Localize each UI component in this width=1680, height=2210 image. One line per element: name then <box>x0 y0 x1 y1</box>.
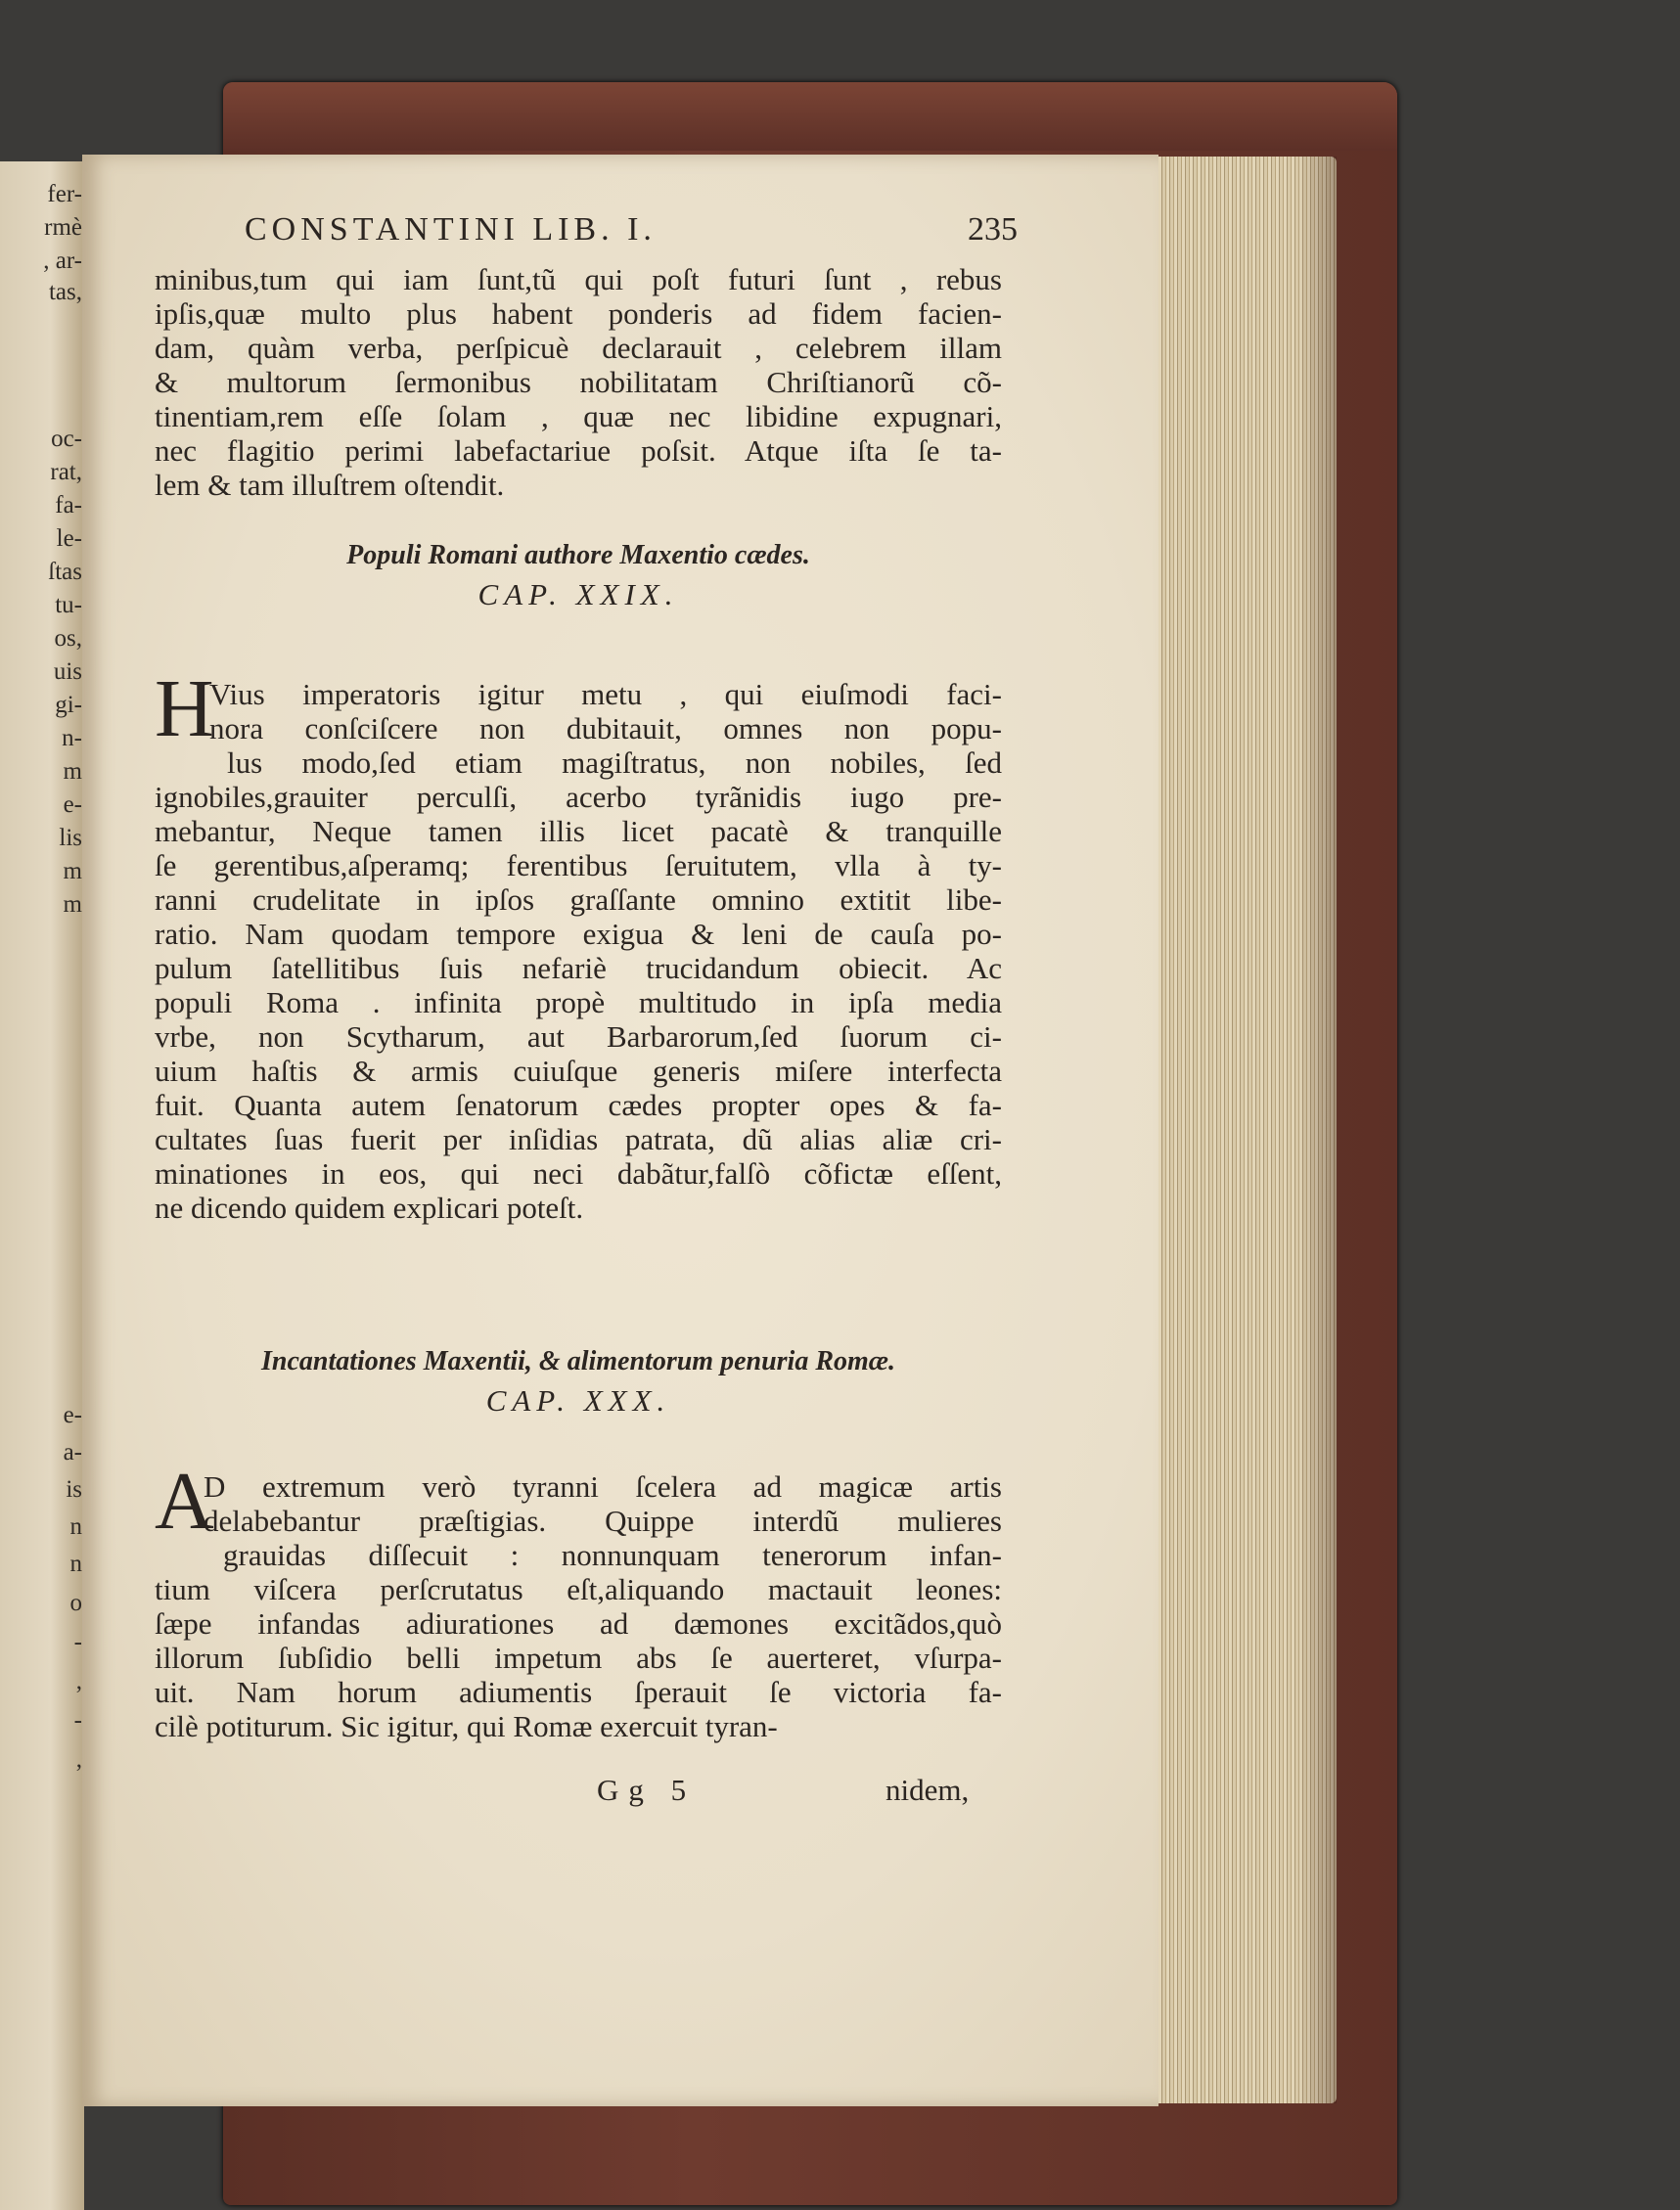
text-line: ſæpe infandas adiurationes ad dæmones excitãdos,quò <box>155 1606 1002 1641</box>
left-page-fragment: rat, <box>50 459 82 485</box>
text-line: minationes in eos, qui neci dabãtur,falſò cõfictæ eſſent, <box>155 1156 1002 1191</box>
text-line: cultates ſuas fuerit per inſidias patrata, dũ alias aliæ cri- <box>155 1122 1002 1156</box>
text-line: ratio. Nam quodam tempore exigua & leni de cauſa po- <box>155 917 1002 951</box>
chapter-30-number: CAP. XXX. <box>485 1383 671 1418</box>
text-line: delabebantur præſtigias. Quippe interdũ mulieres <box>204 1504 1002 1538</box>
left-page-fragment: e- <box>63 791 82 818</box>
left-page-fragment: tu- <box>55 592 82 618</box>
text-line: vrbe, non Scytharum, aut Barbarorum,ſed ſuorum ci- <box>155 1019 1002 1054</box>
left-page-fragment: m <box>63 858 82 884</box>
text-line: dam, quàm verba, perſpicuè declarauit , celebrem illam <box>155 331 1002 365</box>
text-line: ignobiles,grauiter perculſi, acerbo tyrãnidis iugo pre- <box>155 780 1002 814</box>
text-line: nora conſciſcere non dubitauit, omnes non popu- <box>209 711 1002 745</box>
left-page-fragment: gi- <box>55 692 82 718</box>
left-page-fragment: ſtas <box>48 559 82 585</box>
text-line: cilè potiturum. Sic igitur, qui Romæ exercuit tyran- <box>155 1709 778 1743</box>
text-line: populi Roma . infinita propè multitudo in ipſa media <box>155 985 1002 1019</box>
left-page-fragment: - <box>73 1707 82 1734</box>
left-page <box>0 161 84 2210</box>
running-head-title: CONSTANTINI LIB. I. <box>245 211 657 248</box>
left-page-fragment: uis <box>53 658 82 685</box>
left-page-fragment: n <box>69 1513 82 1540</box>
text-line: & multorum ſermonibus nobilitatam Chriſtianorũ cõ- <box>155 365 1002 399</box>
text-line: ranni crudelitate in ipſos graſſante omnino extitit libe- <box>155 882 1002 917</box>
signature-mark: Gg 5 <box>597 1773 697 1807</box>
text-line: D extremum verò tyranni ſcelera ad magicæ artis <box>204 1469 1002 1504</box>
chapter-29-title: Populi Romani authore Maxentio cædes. <box>346 540 810 570</box>
page-number: 235 <box>968 211 1018 248</box>
text-line: mebantur, Neque tamen illis licet pacatè & tranquille <box>155 814 1002 848</box>
text-line: uit. Nam horum adiumentis ſperauit ſe victoria fa- <box>155 1675 1002 1709</box>
drop-cap-h: H <box>155 663 214 754</box>
running-head <box>245 211 1018 248</box>
left-page-fragment: fa- <box>55 492 82 519</box>
text-line: Vius imperatoris igitur metu , qui eiuſmodi faci- <box>209 677 1002 711</box>
text-line: ne dicendo quidem explicari poteſt. <box>155 1191 584 1225</box>
left-page-fragment: , ar- <box>43 248 82 274</box>
left-page-fragment: os, <box>54 625 82 652</box>
text-line: tinentiam,rem eſſe ſolam , quæ nec libidine expugnari, <box>155 399 1002 433</box>
left-page-fragment: o <box>69 1590 82 1616</box>
text-line: lus modo,ſed etiam magiſtratus, non nobiles, ſed <box>227 745 1002 780</box>
left-page-fragment: n- <box>62 725 82 751</box>
left-page-fragment: - <box>73 1629 82 1655</box>
chapter-30-text <box>155 1456 1002 1743</box>
left-page-fragment: is <box>66 1476 82 1503</box>
chapter-29-number: CAP. XXIX. <box>477 577 679 611</box>
text-line: nec flagitio perimi labefactariue poſsit. Atque iſta ſe ta- <box>155 433 1002 468</box>
text-line: fuit. Quanta autem ſenatorum cædes propter opes & fa- <box>155 1088 1002 1122</box>
left-page-fragment: rmè <box>44 214 82 241</box>
left-page-fragment: oc- <box>51 426 82 452</box>
left-page-fragment: , <box>75 1668 82 1694</box>
text-line: illorum ſubſidio belli impetum abs ſe auerteret, vſurpa- <box>155 1641 1002 1675</box>
left-page-fragment: e- <box>63 1402 82 1428</box>
left-page-fragment: n <box>69 1551 82 1577</box>
drop-cap-a: A <box>155 1456 214 1547</box>
left-page-fragment: m <box>63 891 82 918</box>
left-page-fragment: le- <box>56 525 82 552</box>
text-line: tium viſcera perſcrutatus eſt,aliquando mactauit leones: <box>155 1572 1002 1606</box>
left-page-fragment: a- <box>63 1439 82 1466</box>
left-page-fragment: m <box>63 758 82 785</box>
text-line: lem & tam illuſtrem oſtendit. <box>155 468 505 502</box>
left-page-fragment: , <box>75 1746 82 1773</box>
text-line: grauidas diſſecuit : nonnunquam tenerorum infan- <box>223 1538 1002 1572</box>
book-cover-top-edge <box>223 82 1397 151</box>
left-page-fragment: lis <box>59 825 82 851</box>
text-line: pulum ſatellitibus ſuis nefariè trucidandum obiecit. Ac <box>155 951 1002 985</box>
text-line: minibus,tum qui iam ſunt,tũ qui poſt futuri ſunt , rebus <box>155 262 1002 296</box>
paragraph-1 <box>155 262 1002 502</box>
left-page-fragment: fer- <box>47 181 82 207</box>
text-line: ſe gerentibus,aſperamq; ferentibus ſeruitutem, vlla à ty- <box>155 848 1002 882</box>
chapter-29-text <box>155 663 1002 1225</box>
text-line: ipſis,quæ multo plus habent ponderis ad fidem facien- <box>155 296 1002 331</box>
left-page-fragment: tas, <box>48 279 82 305</box>
chapter-30-title: Incantationes Maxentii, & alimentorum penuria Romæ. <box>260 1346 895 1376</box>
text-line: uium haſtis & armis cuiuſque generis miſere interfecta <box>155 1054 1002 1088</box>
catchword: nidem, <box>885 1773 970 1807</box>
page-fore-edge <box>1155 157 1337 2103</box>
